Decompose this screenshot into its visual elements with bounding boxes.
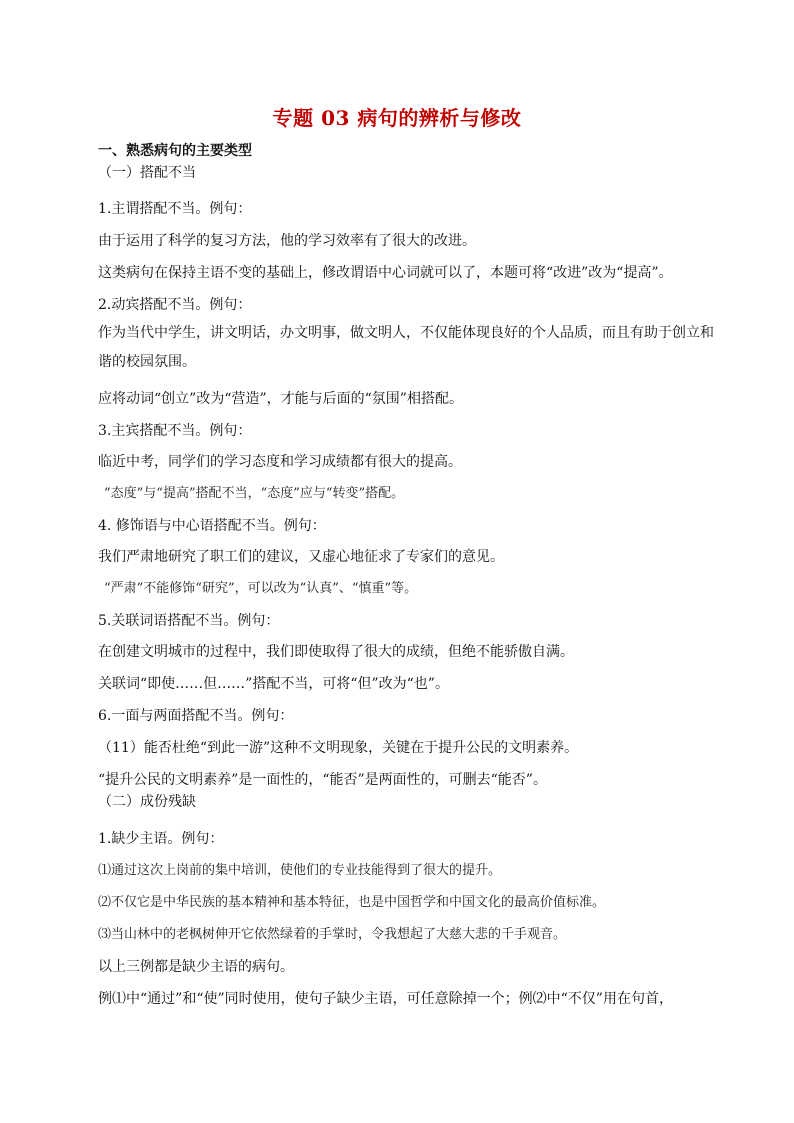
item-2-title: 2.动宾搭配不当。例句： xyxy=(98,297,252,313)
item-5-note: 关联词“即使……但……”搭配不当，可将“但”改为“也”。 xyxy=(98,676,449,692)
item-5-title: 5.关联词语搭配不当。例句： xyxy=(98,613,280,629)
item-1-example: 由于运用了科学的复习方法，他的学习效率有了很大的改进。 xyxy=(98,233,476,249)
item-7-explanation: 例⑴中“通过”和“使”同时使用，使句子缺少主语，可任意除掉一个；例⑵中“不仅”用在句首， xyxy=(98,991,673,1007)
subsection-heading-2: （二）成份残缺 xyxy=(98,794,196,810)
item-2-note: 应将动词“创立”改为“营造”，才能与后面的“氛围”相搭配。 xyxy=(98,391,463,407)
page-title: 专题 03 病句的辨析与修改 xyxy=(272,106,522,130)
item-1-title: 1.主谓搭配不当。例句： xyxy=(98,201,252,217)
item-3-note: “态度”与“提高”搭配不当，“态度”应与“转变”搭配。 xyxy=(104,486,405,501)
item-6-note: “提升公民的文明素养”是一面性的，“能否”是两面性的，可删去“能否”。 xyxy=(98,772,547,788)
item-7-example-1: ⑴通过这次上岗前的集中培训，使他们的专业技能得到了很大的提升。 xyxy=(98,863,502,878)
item-7-summary: 以上三例都是缺少主语的病句。 xyxy=(98,959,294,975)
item-7-example-3: ⑶当山林中的老枫树伸开它依然绿着的手掌时，令我想起了大慈大悲的千手观音。 xyxy=(98,927,567,942)
subsection-heading-1: （一）搭配不当 xyxy=(98,165,196,181)
item-3-title: 3.主宾搭配不当。例句： xyxy=(98,423,252,439)
item-6-example: （11）能否杜绝“到此一游”这种不文明现象，关键在于提升公民的文明素养。 xyxy=(98,740,579,756)
item-7-title: 1.缺少主语。例句： xyxy=(98,831,224,847)
item-3-example: 临近中考，同学们的学习态度和学习成绩都有很大的提高。 xyxy=(98,454,462,470)
item-2-example-line-2: 谐的校园氛围。 xyxy=(98,354,196,370)
item-1-note: 这类病句在保持主语不变的基础上，修改谓语中心词就可以了，本题可将“改进”改为“提高”。 xyxy=(98,265,673,281)
section-heading-1: 一、熟悉病句的主要类型 xyxy=(98,143,252,159)
item-6-title: 6.一面与两面搭配不当。例句： xyxy=(98,708,294,724)
item-5-example: 在创建文明城市的过程中，我们即使取得了很大的成绩，但绝不能骄傲自满。 xyxy=(98,644,574,660)
item-2-example-line-1: 作为当代中学生，讲文明话，办文明事，做文明人，不仅能体现良好的个人品质，而且有助于创立和 xyxy=(98,325,714,341)
item-4-example: 我们严肃地研究了职工们的建议，又虚心地征求了专家们的意见。 xyxy=(98,549,504,565)
item-7-example-2: ⑵不仅它是中华民族的基本精神和基本特征，也是中国哲学和中国文化的最高价值标准。 xyxy=(98,895,606,910)
item-4-title: 4. 修饰语与中心语搭配不当。例句： xyxy=(98,518,326,534)
item-4-note: “严肃”不能修饰“研究”，可以改为“认真”、“慎重”等。 xyxy=(104,581,418,596)
